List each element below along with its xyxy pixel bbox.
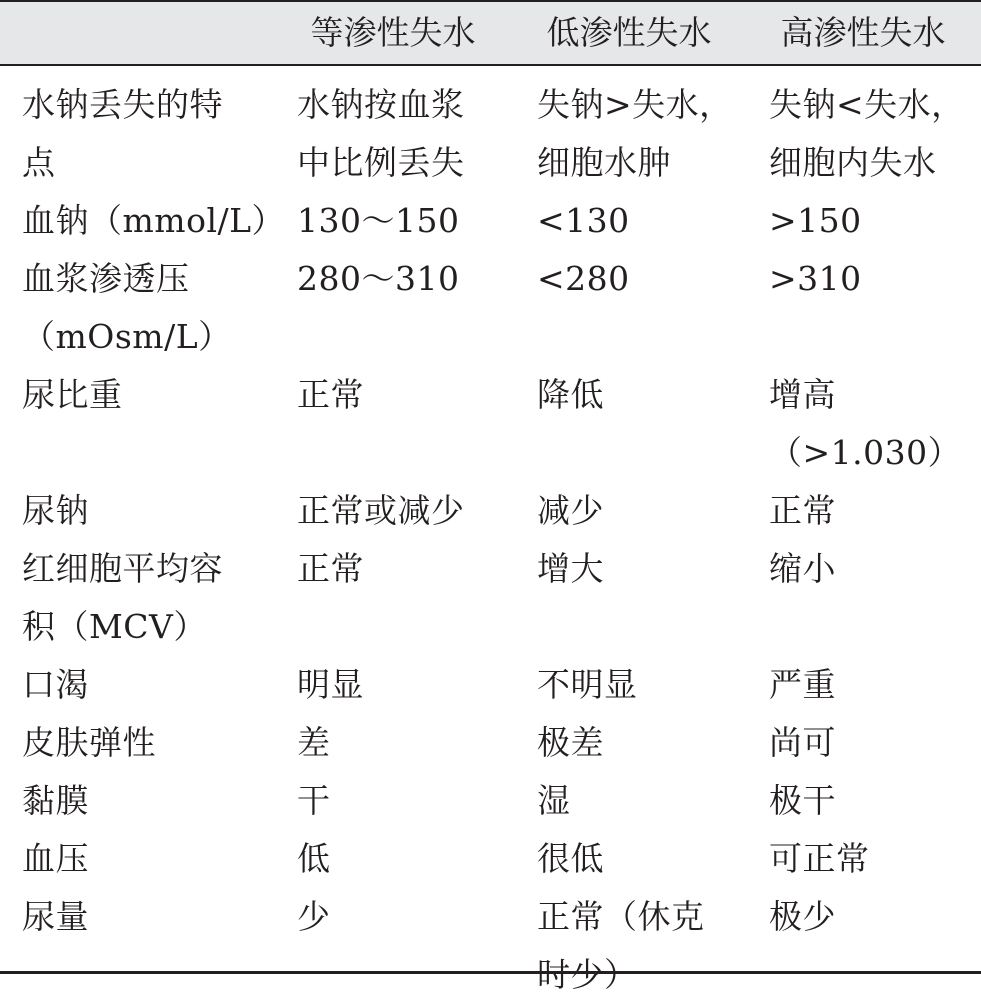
feature-cell-text: 血钠（mmol/L）	[22, 201, 286, 240]
header-feature	[0, 0, 273, 64]
isotonic-cell-text: 少	[297, 897, 331, 936]
hypertonic-cell-text: 缩小	[769, 549, 836, 588]
hypotonic-cell-text: <130	[537, 201, 630, 240]
hypertonic-cell	[745, 64, 981, 192]
feature-cell-text: 红细胞平均容 积（MCV）	[22, 549, 223, 646]
feature-cell-text: 水钠丢失的特 点	[22, 85, 223, 182]
header-row	[0, 0, 981, 64]
header-hypotonic: 低渗性失水	[546, 12, 712, 52]
feature-cell	[0, 830, 273, 888]
isotonic-cell-text: 正常	[297, 549, 364, 588]
isotonic-cell-text: 130～150	[297, 201, 460, 240]
feature-cell	[0, 192, 286, 250]
feature-cell	[0, 250, 273, 366]
table-row	[0, 772, 981, 830]
hypotonic-cell	[513, 830, 745, 888]
feature-cell	[0, 772, 273, 830]
hypertonic-cell-text: 极干	[769, 781, 836, 820]
hypertonic-cell	[745, 482, 981, 540]
table-row	[0, 830, 981, 888]
isotonic-cell	[273, 540, 513, 656]
table-row	[0, 366, 981, 482]
hypotonic-cell	[513, 714, 745, 772]
feature-cell	[0, 714, 273, 772]
table-row	[0, 888, 981, 1004]
isotonic-cell-text: 280～310	[297, 259, 460, 298]
table-row	[0, 540, 981, 656]
hypotonic-cell-text: 不明显	[537, 665, 638, 704]
hypotonic-cell-text: 很低	[537, 839, 604, 878]
feature-cell-text: 黏膜	[22, 781, 89, 820]
feature-cell-text: 口渴	[22, 665, 89, 704]
hypotonic-cell-text: 极差	[537, 723, 604, 762]
isotonic-cell	[273, 772, 513, 830]
isotonic-cell-text: 差	[297, 723, 331, 762]
hypertonic-cell	[745, 772, 981, 830]
header-isotonic: 等渗性失水	[310, 12, 476, 52]
hypotonic-cell	[513, 772, 745, 830]
isotonic-cell-text: 明显	[297, 665, 364, 704]
isotonic-cell	[273, 64, 513, 192]
feature-cell	[0, 888, 273, 1004]
table-row	[0, 714, 981, 772]
hypertonic-cell	[745, 656, 981, 714]
hypertonic-cell-text: 极少	[769, 897, 836, 936]
header-hypertonic: 高渗性失水	[780, 12, 946, 52]
feature-cell	[0, 540, 273, 656]
hypertonic-cell-text: 尚可	[769, 723, 836, 762]
hypotonic-cell	[513, 366, 745, 482]
hypertonic-cell	[745, 192, 981, 250]
isotonic-cell-text: 水钠按血浆 中比例丢失	[297, 85, 465, 182]
isotonic-cell	[273, 888, 513, 1004]
hypertonic-cell	[745, 888, 981, 1004]
feature-cell	[0, 64, 273, 192]
hypertonic-cell-text: 可正常	[769, 839, 870, 878]
isotonic-cell-text: 干	[297, 781, 331, 820]
hypotonic-cell-text: 湿	[537, 781, 571, 820]
table-row	[0, 192, 981, 250]
feature-cell	[0, 656, 273, 714]
hypotonic-cell	[513, 888, 745, 1004]
feature-cell-text: 尿钠	[22, 491, 89, 530]
isotonic-cell	[273, 192, 513, 250]
feature-cell	[0, 366, 273, 482]
table-header	[0, 0, 981, 64]
hypertonic-cell	[745, 250, 981, 366]
hypertonic-cell	[745, 366, 981, 482]
hypotonic-cell	[513, 250, 745, 366]
feature-cell-text: 皮肤弹性	[22, 723, 156, 762]
feature-cell	[0, 482, 273, 540]
hypotonic-cell-text: 降低	[537, 375, 604, 414]
table-row	[0, 64, 981, 192]
isotonic-cell	[273, 250, 513, 366]
feature-cell-text: 尿比重	[22, 375, 123, 414]
hypotonic-cell-text: 增大	[537, 549, 604, 588]
isotonic-cell	[273, 366, 513, 482]
hypotonic-cell-text: 正常（休克 时少）	[537, 897, 705, 994]
isotonic-cell	[273, 830, 513, 888]
isotonic-cell-text: 正常	[297, 375, 364, 414]
isotonic-cell-text: 正常或减少	[297, 491, 465, 530]
isotonic-cell	[273, 656, 513, 714]
table-row	[0, 250, 981, 366]
table-row	[0, 482, 981, 540]
table-row	[0, 656, 981, 714]
hypotonic-cell	[513, 482, 745, 540]
hypotonic-cell-text: 失钠>失水， 细胞水肿	[537, 85, 733, 182]
feature-cell-text: 尿量	[22, 897, 89, 936]
isotonic-cell	[273, 714, 513, 772]
hypertonic-cell-text: >150	[769, 201, 862, 240]
hypertonic-cell	[745, 714, 981, 772]
hypertonic-cell-text: 失钠<失水， 细胞内失水	[769, 85, 965, 182]
hypertonic-cell-text: 增高 （>1.030）	[769, 375, 962, 472]
hypertonic-cell-text: 严重	[769, 665, 836, 704]
hypotonic-cell	[513, 656, 745, 714]
table-body	[0, 64, 981, 1004]
hypotonic-cell	[513, 64, 745, 192]
hypotonic-cell-text: 减少	[537, 491, 604, 530]
hypertonic-cell-text: >310	[769, 259, 862, 298]
feature-cell-text: 血压	[22, 839, 89, 878]
isotonic-cell	[273, 482, 513, 540]
hypertonic-cell-text: 正常	[769, 491, 836, 530]
hypertonic-cell	[745, 540, 981, 656]
hypotonic-cell	[513, 192, 745, 250]
hypertonic-cell	[745, 830, 981, 888]
hypotonic-cell	[513, 540, 745, 656]
isotonic-cell-text: 低	[297, 839, 331, 878]
hypotonic-cell-text: <280	[537, 259, 630, 298]
feature-cell-text: 血浆渗透压 （mOsm/L）	[22, 259, 232, 356]
